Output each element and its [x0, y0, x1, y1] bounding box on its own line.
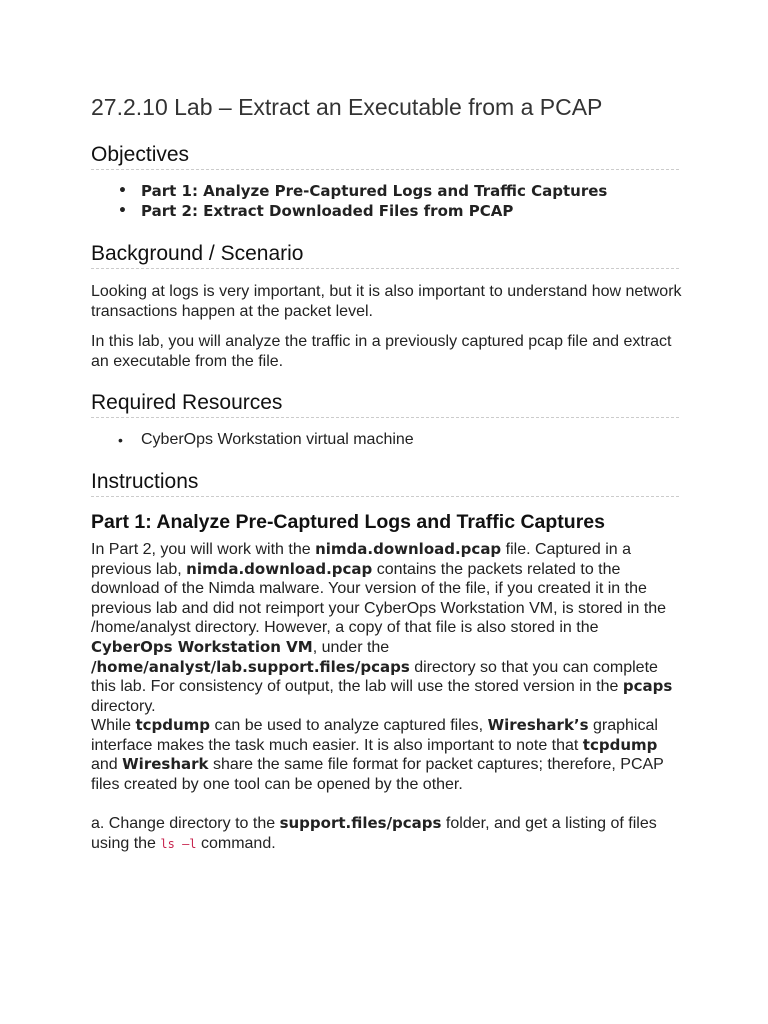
text-run: directory. [91, 697, 156, 715]
filename: nimda.download.pcap [315, 540, 502, 558]
text-run: , under the [312, 638, 390, 656]
text-run: a. Change directory to the [91, 815, 280, 832]
text-run: can be used to analyze captured files, [210, 717, 488, 734]
resources-list [141, 430, 414, 450]
directory-name: pcaps [622, 677, 673, 696]
objectives-heading: Objectives [91, 142, 679, 170]
text-run: command. [196, 834, 276, 852]
tools-paragraph [91, 716, 683, 794]
tool-name: Wireshark [122, 755, 209, 774]
text-run: In Part 2, you will work with the [91, 541, 316, 558]
part1-intro-paragraph [91, 540, 683, 716]
ls-command: ls –l [160, 836, 197, 851]
background-paragraph: Looking at logs is very important, but it is also important to understand how network transactions happen at the packet level. [91, 283, 682, 320]
text-run: contains the packets related to the download of the Nimda malware. Your version of the file, if you created it in the previous lab and did not reimport your CyberOps Workstation VM, is stored in the /home/analyst directory. However, a copy of that file is also stored in the [91, 560, 667, 637]
objective-item: • Part 1: Analyze Pre-Captured Logs and Traffic Captures [141, 181, 607, 201]
tool-name: tcpdump [135, 716, 211, 734]
text-run: directory so that you can complete this lab. For consistency of output, the lab will use the stored version in the [91, 658, 658, 696]
text-run: share the same file format for packet captures; therefore, PCAP files created by one tool can be opened by the other. [91, 756, 664, 793]
directory-path: /home/analyst/lab.support.files/pcaps [91, 657, 410, 676]
required-resources-heading: Required Resources [91, 390, 679, 418]
document-title: 27.2.10 Lab – Extract an Executable from a PCAP [91, 94, 603, 120]
text-run: and [91, 756, 123, 774]
instructions-heading: Instructions [91, 469, 679, 497]
objective-item: • Part 2: Extract Downloaded Files from PCAP [141, 201, 607, 221]
text-run: While [91, 717, 136, 734]
tool-name: tcpdump [582, 735, 658, 754]
vm-name: CyberOps Workstation VM [91, 637, 313, 656]
step-a-paragraph [91, 814, 683, 854]
text-run: file. Captured in a previous lab, [91, 541, 632, 578]
filename: nimda.download.pcap [186, 559, 373, 578]
part1-heading: Part 1: Analyze Pre-Captured Logs and Traffic Captures [91, 511, 605, 533]
folder-name: support.files/pcaps [279, 814, 442, 832]
tool-name: Wireshark’s [487, 716, 589, 734]
background-paragraph: In this lab, you will analyze the traffic in a previously captured pcap file and extract an executable from the file. [91, 333, 672, 370]
text-run: folder, and get a listing of files using the [91, 815, 657, 852]
objectives-list [141, 181, 607, 221]
text-run: graphical interface makes the task much easier. It is also important to note that [91, 717, 658, 754]
background-heading: Background / Scenario [91, 241, 679, 269]
resource-item: • CyberOps Workstation virtual machine [141, 430, 414, 450]
